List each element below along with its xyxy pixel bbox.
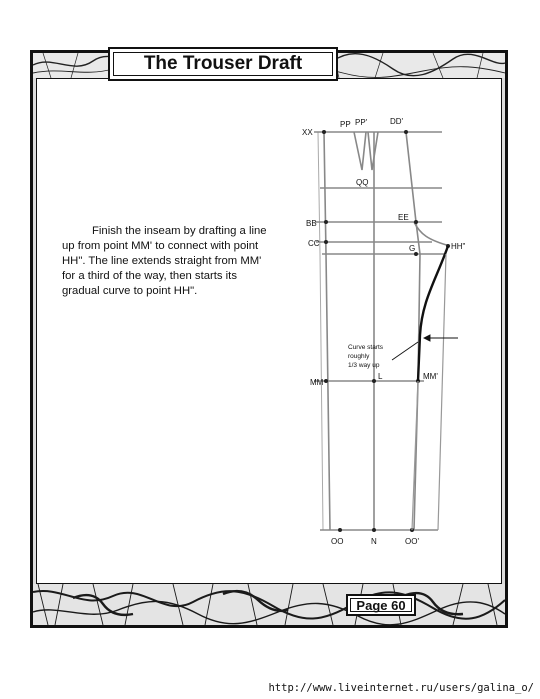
label-n: N bbox=[371, 537, 377, 546]
annotation-line-2: roughly bbox=[348, 353, 370, 360]
label-qq: QQ bbox=[356, 178, 369, 187]
label-ee: EE bbox=[398, 213, 409, 222]
instruction-paragraph: Finish the inseam by drafting a line up from point MM' to connect with point HH". The line extends straight from MM' for a third of the way, then starts its gradual curve to point HH". bbox=[62, 225, 267, 297]
annotation-line-3: 1/3 way up bbox=[348, 362, 380, 369]
label-pp: PP bbox=[340, 120, 351, 129]
label-pp-prime: PP' bbox=[355, 118, 368, 127]
source-url[interactable]: http://www.liveinternet.ru/users/galina_o/ bbox=[268, 682, 534, 694]
page-number-box bbox=[346, 594, 416, 616]
instruction-text bbox=[62, 224, 274, 299]
page-title: The Trouser Draft bbox=[113, 52, 333, 76]
label-dd-prime: DD' bbox=[390, 117, 404, 126]
label-mm: MM bbox=[310, 378, 324, 387]
annotation-line-1: Curve starts bbox=[348, 344, 384, 351]
label-mm-prime: MM' bbox=[423, 372, 438, 381]
label-l: L bbox=[378, 372, 383, 381]
label-hh-dprime: HH" bbox=[451, 242, 466, 251]
title-box bbox=[108, 47, 338, 81]
page-number: Page 60 bbox=[350, 598, 412, 612]
label-bb: BB bbox=[306, 219, 317, 228]
trouser-draft-diagram bbox=[296, 110, 472, 550]
label-oo-prime: OO' bbox=[405, 537, 419, 546]
label-g: G bbox=[409, 244, 416, 253]
label-oo: OO bbox=[331, 537, 344, 546]
label-cc: CC bbox=[308, 239, 320, 248]
label-xx: XX bbox=[302, 128, 313, 137]
